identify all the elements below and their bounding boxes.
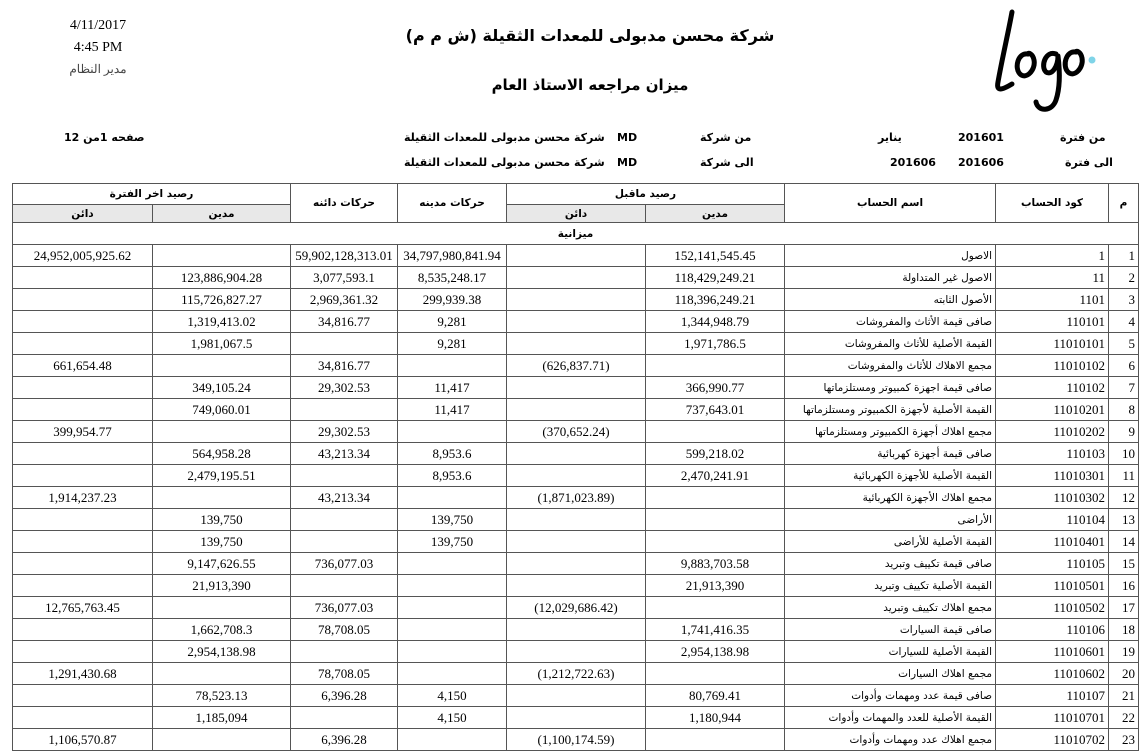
cell-closing-debit [153, 663, 291, 685]
cell-account-name: الأراضى [785, 509, 996, 531]
cell-index: 14 [1109, 531, 1139, 553]
cell-account-code: 110106 [996, 619, 1109, 641]
cell-account-name: القيمة الأصلية للعدد والمهمات وأدوات [785, 707, 996, 729]
cell-opening-credit: (1,100,174.59) [507, 729, 646, 751]
table-row [13, 377, 1139, 399]
cell-closing-debit [153, 245, 291, 267]
cell-index: 5 [1109, 333, 1139, 355]
cell-debit-moves: 9,281 [398, 333, 507, 355]
to-company-name: شركة محسن مدبولى للمعدات الثقيلة [404, 156, 605, 169]
cell-opening-credit [507, 245, 646, 267]
cell-account-code: 11010501 [996, 575, 1109, 597]
cell-index: 3 [1109, 289, 1139, 311]
col-closing-debit: مدين [153, 205, 291, 223]
cell-account-code: 11010602 [996, 663, 1109, 685]
cell-closing-debit: 1,185,094 [153, 707, 291, 729]
company-title: شركة محسن مدبولى للمعدات الثقيلة (ش م م) [405, 26, 775, 45]
cell-opening-debit: 21,913,390 [646, 575, 785, 597]
cell-opening-debit: 80,769.41 [646, 685, 785, 707]
to-company-label: الى شركة [700, 156, 754, 169]
to-period-label: الى فترة [1065, 156, 1113, 169]
cell-index: 12 [1109, 487, 1139, 509]
cell-account-code: 11010201 [996, 399, 1109, 421]
cell-closing-debit: 349,105.24 [153, 377, 291, 399]
cell-opening-debit: 118,396,249.21 [646, 289, 785, 311]
cell-index: 17 [1109, 597, 1139, 619]
cell-account-code: 11010301 [996, 465, 1109, 487]
cell-credit-moves [291, 531, 398, 553]
cell-opening-debit: 9,883,703.58 [646, 553, 785, 575]
cell-debit-moves: 8,535,248.17 [398, 267, 507, 289]
table-row [13, 245, 1139, 267]
cell-credit-moves: 6,396.28 [291, 729, 398, 751]
col-closing-credit: دائن [13, 205, 153, 223]
table-row [13, 399, 1139, 421]
cell-credit-moves [291, 641, 398, 663]
cell-account-code: 11010701 [996, 707, 1109, 729]
cell-opening-credit: (370,652.24) [507, 421, 646, 443]
cell-index: 7 [1109, 377, 1139, 399]
cell-closing-debit: 2,954,138.98 [153, 641, 291, 663]
cell-closing-debit: 749,060.01 [153, 399, 291, 421]
col-credit-moves: حركات دائنه [291, 184, 398, 223]
cell-opening-debit [646, 531, 785, 553]
cell-closing-debit: 21,913,390 [153, 575, 291, 597]
cell-opening-credit [507, 377, 646, 399]
cell-credit-moves: 29,302.53 [291, 421, 398, 443]
cell-opening-debit [646, 509, 785, 531]
cell-account-name: القيمة الأصلية للأراضى [785, 531, 996, 553]
cell-index: 2 [1109, 267, 1139, 289]
logo-image [990, 4, 1100, 116]
cell-credit-moves: 736,077.03 [291, 597, 398, 619]
table-row [13, 311, 1139, 333]
cell-closing-credit [13, 575, 153, 597]
cell-closing-credit [13, 619, 153, 641]
cell-opening-debit: 118,429,249.21 [646, 267, 785, 289]
cell-account-code: 110102 [996, 377, 1109, 399]
cell-account-name: صافى قيمة اجهزة كمبيوتر ومستلزماتها [785, 377, 996, 399]
cell-opening-debit: 737,643.01 [646, 399, 785, 421]
table-row [13, 443, 1139, 465]
to-period-value-2: 201606 [890, 156, 936, 169]
cell-index: 1 [1109, 245, 1139, 267]
cell-account-code: 11010202 [996, 421, 1109, 443]
cell-closing-credit [13, 377, 153, 399]
col-account-name: اسم الحساب [785, 184, 996, 223]
cell-closing-credit [13, 289, 153, 311]
cell-closing-debit: 139,750 [153, 531, 291, 553]
cell-opening-credit [507, 267, 646, 289]
cell-closing-credit [13, 685, 153, 707]
cell-credit-moves: 2,969,361.32 [291, 289, 398, 311]
cell-opening-credit: (626,837.71) [507, 355, 646, 377]
cell-index: 8 [1109, 399, 1139, 421]
cell-account-name: الاصول [785, 245, 996, 267]
cell-opening-debit: 1,344,948.79 [646, 311, 785, 333]
page-info: صفحه 1من 12 [64, 131, 145, 144]
cell-debit-moves: 11,417 [398, 399, 507, 421]
cell-account-code: 110101 [996, 311, 1109, 333]
cell-index: 11 [1109, 465, 1139, 487]
from-period-month: يناير [878, 131, 902, 144]
table-row [13, 707, 1139, 729]
cell-opening-credit [507, 619, 646, 641]
trial-balance-table [12, 183, 1139, 751]
cell-account-name: الأصول الثابته [785, 289, 996, 311]
cell-account-name: صافى قيمة الأثاث والمفروشات [785, 311, 996, 333]
cell-account-code: 11010601 [996, 641, 1109, 663]
table-row [13, 575, 1139, 597]
table-row [13, 267, 1139, 289]
cell-closing-debit [153, 729, 291, 751]
cell-account-code: 11010302 [996, 487, 1109, 509]
to-company-code: MD [617, 156, 638, 169]
cell-debit-moves [398, 597, 507, 619]
section-label: ميزانية [13, 223, 1139, 245]
cell-credit-moves [291, 465, 398, 487]
cell-closing-debit: 2,479,195.51 [153, 465, 291, 487]
cell-closing-credit: 1,914,237.23 [13, 487, 153, 509]
cell-closing-debit [153, 597, 291, 619]
table-row [13, 619, 1139, 641]
cell-opening-debit [646, 421, 785, 443]
cell-debit-moves [398, 729, 507, 751]
cell-closing-credit [13, 465, 153, 487]
table-row [13, 465, 1139, 487]
cell-closing-debit [153, 421, 291, 443]
cell-account-name: صافى قيمة أجهزة كهربائية [785, 443, 996, 465]
from-period-label: من فترة [1060, 131, 1106, 144]
cell-closing-credit: 24,952,005,925.62 [13, 245, 153, 267]
table-row [13, 641, 1139, 663]
cell-opening-credit [507, 289, 646, 311]
from-company-name: شركة محسن مدبولى للمعدات الثقيلة [404, 131, 605, 144]
cell-account-name: القيمة الأصلية لأجهزة الكمبيوتر ومستلزماتها [785, 399, 996, 421]
cell-account-code: 11010702 [996, 729, 1109, 751]
cell-debit-moves: 11,417 [398, 377, 507, 399]
cell-closing-credit [13, 641, 153, 663]
cell-index: 19 [1109, 641, 1139, 663]
cell-account-code: 110104 [996, 509, 1109, 531]
cell-opening-debit: 1,741,416.35 [646, 619, 785, 641]
cell-index: 10 [1109, 443, 1139, 465]
table-row [13, 289, 1139, 311]
cell-debit-moves [398, 553, 507, 575]
to-period-value: 201606 [958, 156, 1004, 169]
cell-index: 16 [1109, 575, 1139, 597]
cell-account-name: صافى قيمة السيارات [785, 619, 996, 641]
cell-opening-credit [507, 399, 646, 421]
cell-account-name: مجمع الاهلاك للأثاث والمفروشات [785, 355, 996, 377]
cell-credit-moves: 29,302.53 [291, 377, 398, 399]
cell-opening-credit [507, 531, 646, 553]
cell-credit-moves [291, 509, 398, 531]
table-row [13, 509, 1139, 531]
cell-opening-credit: (12,029,686.42) [507, 597, 646, 619]
cell-account-name: القيمة الأصلية للأثاث والمفروشات [785, 333, 996, 355]
cell-account-name: القيمة الأصلية للسيارات [785, 641, 996, 663]
cell-credit-moves: 3,077,593.1 [291, 267, 398, 289]
cell-opening-credit [507, 641, 646, 663]
cell-closing-debit: 139,750 [153, 509, 291, 531]
cell-account-name: مجمع اهلاك السيارات [785, 663, 996, 685]
table-row [13, 729, 1139, 751]
cell-index: 4 [1109, 311, 1139, 333]
cell-index: 15 [1109, 553, 1139, 575]
cell-opening-credit: (1,212,722.63) [507, 663, 646, 685]
cell-closing-credit: 12,765,763.45 [13, 597, 153, 619]
table-row [13, 553, 1139, 575]
cell-opening-debit: 2,470,241.91 [646, 465, 785, 487]
cell-account-code: 1 [996, 245, 1109, 267]
cell-account-name: مجمع اهلاك عدد ومهمات وأدوات [785, 729, 996, 751]
cell-debit-moves [398, 487, 507, 509]
col-closing: رصيد اخر الفترة [13, 184, 291, 205]
cell-account-code: 1101 [996, 289, 1109, 311]
cell-closing-credit: 661,654.48 [13, 355, 153, 377]
col-account-code: كود الحساب [996, 184, 1109, 223]
cell-opening-credit [507, 333, 646, 355]
cell-closing-credit: 1,106,570.87 [13, 729, 153, 751]
cell-account-code: 11 [996, 267, 1109, 289]
cell-debit-moves [398, 619, 507, 641]
cell-closing-debit: 78,523.13 [153, 685, 291, 707]
cell-account-name: مجمع اهلاك الأجهزة الكهربائية [785, 487, 996, 509]
cell-closing-debit: 1,319,413.02 [153, 311, 291, 333]
cell-closing-credit [13, 553, 153, 575]
cell-index: 9 [1109, 421, 1139, 443]
cell-debit-moves: 8,953.6 [398, 443, 507, 465]
cell-closing-credit [13, 531, 153, 553]
cell-credit-moves: 78,708.05 [291, 619, 398, 641]
cell-opening-credit [507, 707, 646, 729]
cell-closing-debit: 1,662,708.3 [153, 619, 291, 641]
col-opening-debit: مدين [646, 205, 785, 223]
cell-credit-moves [291, 399, 398, 421]
cell-debit-moves [398, 355, 507, 377]
cell-closing-debit: 123,886,904.28 [153, 267, 291, 289]
report-title: ميزان مراجعه الاستاذ العام [491, 76, 689, 94]
cell-credit-moves [291, 333, 398, 355]
cell-credit-moves [291, 575, 398, 597]
cell-account-name: مجمع اهلاك تكييف وتبريد [785, 597, 996, 619]
cell-index: 13 [1109, 509, 1139, 531]
cell-opening-credit [507, 509, 646, 531]
cell-opening-credit [507, 443, 646, 465]
cell-index: 22 [1109, 707, 1139, 729]
cell-closing-debit [153, 487, 291, 509]
cell-closing-credit [13, 267, 153, 289]
cell-credit-moves: 34,816.77 [291, 311, 398, 333]
table-row [13, 487, 1139, 509]
cell-credit-moves: 59,902,128,313.01 [291, 245, 398, 267]
cell-account-name: الاصول غير المتداولة [785, 267, 996, 289]
cell-debit-moves [398, 641, 507, 663]
table-row [13, 685, 1139, 707]
cell-debit-moves [398, 663, 507, 685]
cell-closing-debit [153, 355, 291, 377]
cell-credit-moves [291, 707, 398, 729]
cell-account-name: القيمة الأصلية للأجهزة الكهربائية [785, 465, 996, 487]
report-user: مدير النظام [69, 62, 127, 76]
cell-opening-credit [507, 575, 646, 597]
cell-debit-moves [398, 575, 507, 597]
cell-opening-credit [507, 465, 646, 487]
cell-debit-moves: 139,750 [398, 531, 507, 553]
cell-closing-credit [13, 333, 153, 355]
cell-opening-debit [646, 729, 785, 751]
from-company-label: من شركة [700, 131, 752, 144]
cell-closing-debit: 9,147,626.55 [153, 553, 291, 575]
table-row [13, 663, 1139, 685]
report-date: 4/11/2017 [69, 18, 127, 33]
cell-opening-debit [646, 597, 785, 619]
cell-account-code: 11010101 [996, 333, 1109, 355]
table-row [13, 355, 1139, 377]
cell-account-code: 11010401 [996, 531, 1109, 553]
cell-opening-debit [646, 663, 785, 685]
report-time: 4:45 PM [73, 40, 123, 55]
cell-credit-moves: 43,213.34 [291, 443, 398, 465]
cell-opening-credit [507, 553, 646, 575]
from-company-code: MD [617, 131, 638, 144]
cell-index: 21 [1109, 685, 1139, 707]
cell-closing-debit: 115,726,827.27 [153, 289, 291, 311]
table-row [13, 421, 1139, 443]
cell-opening-credit: (1,871,023.89) [507, 487, 646, 509]
cell-opening-debit: 366,990.77 [646, 377, 785, 399]
cell-opening-debit [646, 487, 785, 509]
cell-index: 23 [1109, 729, 1139, 751]
cell-account-name: صافى قيمة عدد ومهمات وأدوات [785, 685, 996, 707]
cell-debit-moves: 4,150 [398, 685, 507, 707]
cell-closing-credit [13, 399, 153, 421]
cell-index: 20 [1109, 663, 1139, 685]
cell-closing-credit: 1,291,430.68 [13, 663, 153, 685]
cell-credit-moves: 6,396.28 [291, 685, 398, 707]
table-row [13, 597, 1139, 619]
cell-opening-debit: 1,180,944 [646, 707, 785, 729]
cell-closing-credit [13, 707, 153, 729]
cell-debit-moves: 9,281 [398, 311, 507, 333]
cell-opening-debit: 599,218.02 [646, 443, 785, 465]
cell-credit-moves: 34,816.77 [291, 355, 398, 377]
cell-account-name: مجمع اهلاك أجهزة الكمبيوتر ومستلزماتها [785, 421, 996, 443]
col-opening-credit: دائن [507, 205, 646, 223]
cell-account-name: القيمة الأصلية تكييف وتبريد [785, 575, 996, 597]
cell-index: 18 [1109, 619, 1139, 641]
cell-opening-debit: 152,141,545.45 [646, 245, 785, 267]
cell-debit-moves: 299,939.38 [398, 289, 507, 311]
cell-account-code: 11010102 [996, 355, 1109, 377]
col-index: م [1109, 184, 1139, 223]
cell-debit-moves: 4,150 [398, 707, 507, 729]
cell-opening-credit [507, 685, 646, 707]
from-period-value: 201601 [958, 131, 1004, 144]
cell-closing-credit [13, 509, 153, 531]
cell-credit-moves: 736,077.03 [291, 553, 398, 575]
table-row [13, 531, 1139, 553]
cell-credit-moves: 78,708.05 [291, 663, 398, 685]
cell-account-name: صافى قيمة تكييف وتبريد [785, 553, 996, 575]
cell-closing-debit: 564,958.28 [153, 443, 291, 465]
cell-opening-debit: 2,954,138.98 [646, 641, 785, 663]
table-row [13, 333, 1139, 355]
cell-debit-moves: 139,750 [398, 509, 507, 531]
cell-opening-credit [507, 311, 646, 333]
cell-opening-debit: 1,971,786.5 [646, 333, 785, 355]
col-debit-moves: حركات مدينه [398, 184, 507, 223]
section-row [13, 223, 1139, 245]
cell-closing-credit: 399,954.77 [13, 421, 153, 443]
cell-credit-moves: 43,213.34 [291, 487, 398, 509]
cell-account-code: 110107 [996, 685, 1109, 707]
cell-index: 6 [1109, 355, 1139, 377]
cell-closing-credit [13, 443, 153, 465]
cell-account-code: 110105 [996, 553, 1109, 575]
cell-opening-debit [646, 355, 785, 377]
col-opening: رصيد ماقبل [507, 184, 785, 205]
cell-account-code: 11010502 [996, 597, 1109, 619]
cell-debit-moves: 34,797,980,841.94 [398, 245, 507, 267]
cell-debit-moves [398, 421, 507, 443]
cell-debit-moves: 8,953.6 [398, 465, 507, 487]
cell-closing-credit [13, 311, 153, 333]
cell-closing-debit: 1,981,067.5 [153, 333, 291, 355]
cell-account-code: 110103 [996, 443, 1109, 465]
